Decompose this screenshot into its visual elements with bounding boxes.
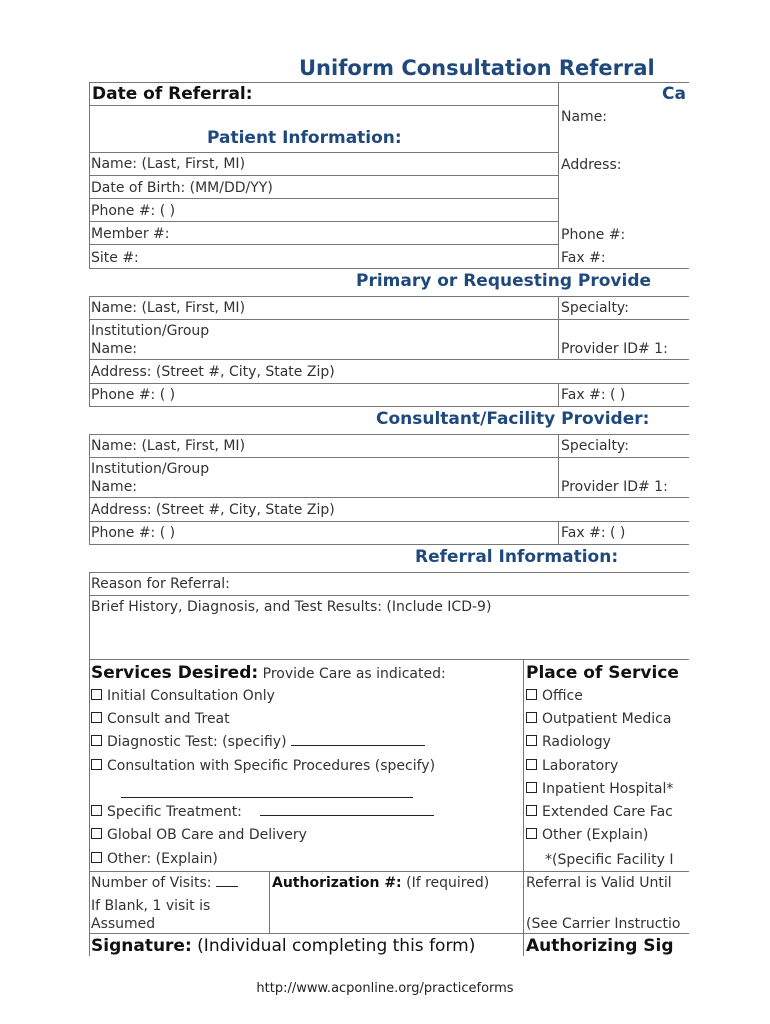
place-extended-care[interactable]: Extended Care Fac	[526, 804, 673, 820]
place-office[interactable]: Office	[526, 688, 583, 704]
service-consult-and-treat[interactable]: Consult and Treat	[91, 711, 230, 727]
consultant-header: Consultant/Facility Provider:	[376, 409, 650, 429]
checkbox-icon[interactable]	[91, 828, 102, 839]
form-title: Uniform Consultation Referral	[299, 56, 655, 80]
checkbox-icon[interactable]	[526, 828, 537, 839]
primary-institution-label: Institution/Group	[91, 323, 210, 339]
checkbox-icon[interactable]	[91, 712, 102, 723]
place-inpatient-hospital[interactable]: Inpatient Hospital*	[526, 781, 673, 797]
service-specific-procedures[interactable]: Consultation with Specific Procedures (specify)	[91, 758, 435, 774]
checkbox-icon[interactable]	[526, 689, 537, 700]
reason-for-referral-field[interactable]: Reason for Referral:	[91, 576, 230, 592]
consultant-provider-id-field[interactable]: Provider ID# 1:	[561, 479, 668, 495]
specific-treatment-blank[interactable]	[260, 804, 434, 816]
checkbox-icon[interactable]	[526, 805, 537, 816]
primary-name-field[interactable]: Name: (Last, First, MI)	[91, 300, 246, 316]
number-of-visits-field[interactable]: Number of Visits:	[91, 875, 238, 891]
patient-site-field[interactable]: Site #:	[91, 250, 139, 266]
authorization-field[interactable]: Authorization #: (If required)	[272, 875, 490, 891]
checkbox-icon[interactable]	[526, 735, 537, 746]
carrier-header: Ca	[662, 84, 686, 104]
place-of-service-header: Place of Service	[526, 663, 679, 683]
service-initial-consultation[interactable]: Initial Consultation Only	[91, 688, 275, 704]
footer-url[interactable]: http://www.acponline.org/practiceforms	[256, 981, 514, 996]
checkbox-icon[interactable]	[526, 712, 537, 723]
patient-info-header: Patient Information:	[207, 128, 402, 148]
services-desired-header: Services Desired: Provide Care as indicated:	[91, 663, 446, 683]
place-other[interactable]: Other (Explain)	[526, 827, 648, 843]
primary-specialty-field[interactable]: Specialty:	[561, 300, 629, 316]
patient-phone-field[interactable]: Phone #: ( )	[91, 203, 176, 219]
carrier-address-field[interactable]: Address:	[561, 157, 622, 173]
consultant-institution-label: Institution/Group	[91, 461, 210, 477]
specific-facility-note: *(Specific Facility I	[545, 852, 674, 868]
consultant-fax-field[interactable]: Fax #: ( )	[561, 525, 626, 541]
patient-dob-field[interactable]: Date of Birth: (MM/DD/YY)	[91, 180, 273, 196]
service-specific-treatment[interactable]: Specific Treatment:	[91, 804, 434, 820]
date-of-referral-label: Date of Referral:	[92, 84, 253, 104]
primary-institution-field[interactable]: Name:	[91, 341, 138, 357]
consultant-institution-field[interactable]: Name:	[91, 479, 138, 495]
checkbox-icon[interactable]	[91, 689, 102, 700]
carrier-phone-field[interactable]: Phone #:	[561, 227, 626, 243]
consultant-address-field[interactable]: Address: (Street #, City, State Zip)	[91, 502, 335, 518]
carrier-name-field[interactable]: Name:	[561, 109, 608, 125]
service-diagnostic-test[interactable]: Diagnostic Test: (specifiy)	[91, 734, 425, 750]
place-laboratory[interactable]: Laboratory	[526, 758, 618, 774]
consultant-specialty-field[interactable]: Specialty:	[561, 438, 629, 454]
primary-fax-field[interactable]: Fax #: ( )	[561, 387, 626, 403]
history-field[interactable]: Brief History, Diagnosis, and Test Results: (Include ICD-9)	[91, 599, 492, 615]
authorizing-signature-field[interactable]: Authorizing Sig	[526, 936, 674, 956]
primary-phone-field[interactable]: Phone #: ( )	[91, 387, 176, 403]
diagnostic-test-blank[interactable]	[291, 734, 425, 746]
checkbox-icon[interactable]	[526, 782, 537, 793]
signature-field[interactable]: Signature: (Individual completing this form)	[91, 936, 476, 956]
service-other[interactable]: Other: (Explain)	[91, 851, 218, 867]
carrier-fax-field[interactable]: Fax #:	[561, 250, 606, 266]
primary-address-field[interactable]: Address: (Street #, City, State Zip)	[91, 364, 335, 380]
checkbox-icon[interactable]	[91, 852, 102, 863]
patient-member-field[interactable]: Member #:	[91, 226, 170, 242]
visits-blank-note-2: Assumed	[91, 916, 156, 932]
procedures-blank[interactable]	[121, 797, 413, 798]
place-outpatient-medical[interactable]: Outpatient Medica	[526, 711, 671, 727]
checkbox-icon[interactable]	[91, 735, 102, 746]
consultant-name-field[interactable]: Name: (Last, First, MI)	[91, 438, 246, 454]
checkbox-icon[interactable]	[526, 759, 537, 770]
carrier-instructions-note: (See Carrier Instructio	[526, 916, 681, 932]
consultant-phone-field[interactable]: Phone #: ( )	[91, 525, 176, 541]
service-global-ob-care[interactable]: Global OB Care and Delivery	[91, 827, 307, 843]
checkbox-icon[interactable]	[91, 759, 102, 770]
place-radiology[interactable]: Radiology	[526, 734, 611, 750]
patient-name-field[interactable]: Name: (Last, First, MI)	[91, 156, 246, 172]
primary-provider-header: Primary or Requesting Provide	[356, 271, 652, 291]
checkbox-icon[interactable]	[91, 805, 102, 816]
referral-info-header: Referral Information:	[415, 547, 619, 567]
primary-provider-id-field[interactable]: Provider ID# 1:	[561, 341, 668, 357]
referral-valid-until-field[interactable]: Referral is Valid Until	[526, 875, 672, 891]
visits-blank-note-1: If Blank, 1 visit is	[91, 898, 211, 914]
